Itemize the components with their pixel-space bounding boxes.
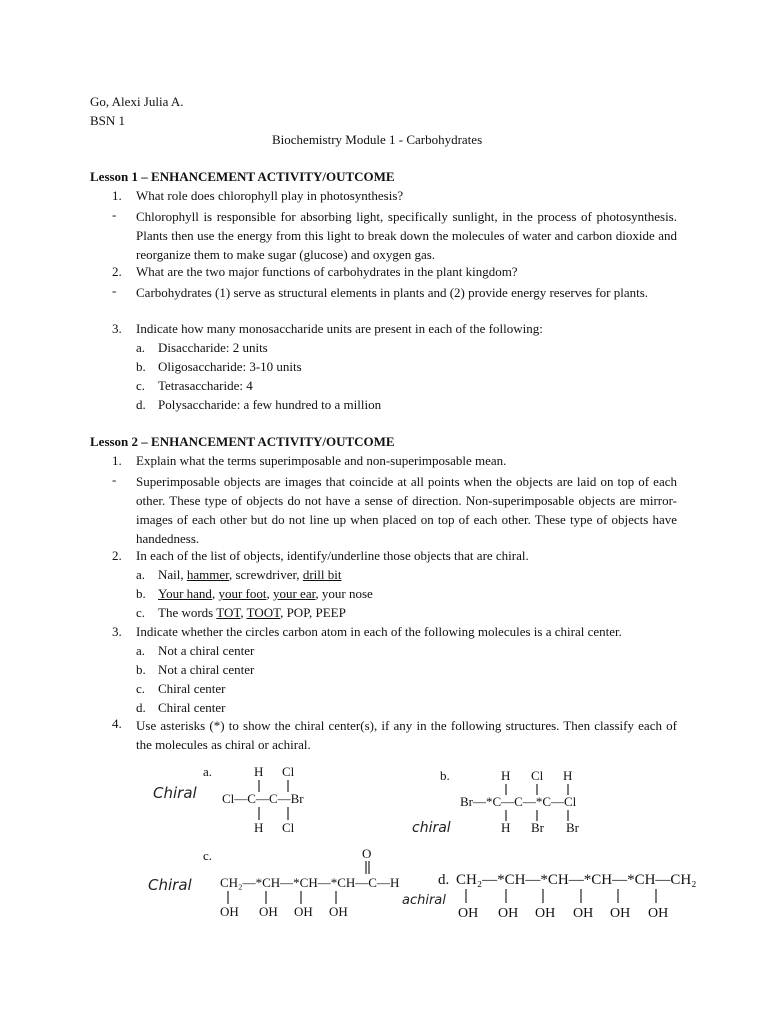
atom-label: H [254, 764, 264, 779]
handwritten-answer-a: Chiral [153, 784, 197, 802]
list-letter: c. [136, 605, 146, 620]
atom-label: Cl [282, 764, 295, 779]
lesson2-answer-1: Superimposable objects are images that coincide at all points when the objects are laid on top of each other. These type of objects do not have a sense of direction. Non-superimposable objects are mirror-images of each other but do not line up when placed on top of each other. These type of objects have handedness. [136, 474, 677, 546]
list-item: Tetrasaccharide: 4 [158, 378, 253, 393]
atom-label: OH [573, 906, 594, 921]
lesson2-question-2: In each of the list of objects, identify/underline those objects that are chiral. [136, 548, 529, 563]
underlined-object: your foot [218, 586, 267, 601]
atom-label: OH [294, 904, 313, 919]
handwritten-answer-d: achiral [402, 893, 446, 908]
lesson1-question-2: What are the two major functions of carbohydrates in the plant kingdom? [136, 264, 518, 279]
underlined-object: drill bit [302, 567, 342, 582]
list-letter: b. [136, 359, 146, 374]
atom-label: OH [498, 906, 519, 921]
lesson1-heading: Lesson 1 – ENHANCEMENT ACTIVITY/OUTCOME [90, 169, 395, 184]
atom-label: O [362, 846, 372, 861]
list-item: Not a chiral center [158, 643, 255, 658]
atom-label: OH [329, 904, 348, 919]
lesson1-question-1: What role does chlorophyll play in photosynthesis? [136, 188, 404, 203]
atom-label: H [563, 768, 573, 783]
object-text: Nail, [158, 567, 187, 582]
list-item: Polysaccharide: a few hundred to a million [158, 397, 382, 412]
object-text: , [211, 586, 219, 601]
object-text: , [266, 586, 273, 601]
underlined-object: Your hand [158, 586, 212, 601]
list-number: 1. [112, 453, 122, 468]
lesson1-answer-2: Carbohydrates (1) serve as structural elements in plants and (2) provide energy reserves for plants. [136, 285, 649, 300]
list-letter: a. [136, 567, 146, 582]
list-letter: c. [136, 378, 146, 393]
object-text: , [240, 605, 247, 620]
list-number: 2. [112, 548, 122, 563]
object-text: , your nose [315, 586, 373, 601]
atom-label: OH [259, 904, 278, 919]
lesson1-answer-1: Chlorophyll is responsible for absorbing light, specifically sunlight, in the process of photosynthesis. Plants then use the energy from this light to break down the molecules of water and carbon dioxide and reorganize them to make sugar (glucose) and oxygen gas. [136, 209, 677, 262]
object-text: , POP, PEEP [280, 605, 346, 620]
list-letter: d. [136, 700, 146, 715]
list-letter: a. [136, 340, 146, 355]
underlined-object: TOT [216, 605, 241, 620]
list-number: 3. [112, 624, 122, 639]
atom-label: H [501, 820, 511, 835]
atom-label: OH [535, 906, 556, 921]
list-item: Not a chiral center [158, 662, 255, 677]
list-letter: d. [136, 397, 146, 412]
list-number: 1. [112, 188, 122, 203]
list-letter: b. [136, 662, 146, 677]
handwritten-answer-b: chiral [412, 820, 451, 836]
structure-label-c: c. [203, 848, 213, 863]
list-letter: c. [136, 681, 146, 696]
list-item: Disaccharide: 2 units [158, 340, 268, 355]
atom-label: OH [648, 906, 669, 921]
atom-label: Br [566, 820, 579, 835]
structure-label-d: d. [438, 872, 450, 888]
document-title: Biochemistry Module 1 - Carbohydrates [272, 132, 483, 147]
course-label: BSN 1 [90, 113, 126, 128]
answer-dash: - [112, 207, 117, 222]
list-number: 4. [112, 716, 122, 731]
list-number: 3. [112, 321, 122, 336]
list-letter: b. [136, 586, 146, 601]
underlined-object: hammer [186, 567, 229, 582]
atom-label: CH₂—*CH—*CH—*CH—C—H [220, 875, 400, 890]
underlined-object: your ear [272, 586, 316, 601]
list-item: Chiral center [158, 700, 226, 715]
lesson2-question-1: Explain what the terms superimposable and non-superimposable mean. [136, 453, 507, 468]
handwritten-answer-c: Chiral [148, 876, 192, 894]
list-item: Chiral center [158, 681, 226, 696]
object-text: The words [158, 605, 217, 620]
lesson2-question-3: Indicate whether the circles carbon atom in each of the following molecules is a chiral center. [136, 624, 622, 639]
list-number: 2. [112, 264, 122, 279]
structure-label-a: a. [203, 764, 213, 779]
structure-label-b: b. [440, 768, 450, 783]
atom-label: Cl [282, 820, 295, 835]
atom-label: OH [610, 906, 631, 921]
atom-label: OH [458, 906, 479, 921]
lesson2-question-4: Use asterisks (*) to show the chiral center(s), if any in the following structures. Then classify each of the molecules as chiral or achiral. [136, 718, 677, 752]
atom-label: H [501, 768, 511, 783]
atom-label: Cl—C—C—Br [222, 791, 304, 806]
atom-label: CH₂—*CH—*CH—*CH—*CH—CH₂ [456, 872, 697, 888]
object-text: , screwdriver, [228, 567, 303, 582]
atom-label: OH [220, 904, 239, 919]
lesson2-heading: Lesson 2 – ENHANCEMENT ACTIVITY/OUTCOME [90, 434, 395, 449]
answer-dash: - [112, 283, 117, 298]
answer-dash: - [112, 472, 117, 487]
atom-label: Br [531, 820, 544, 835]
atom-label: Br—*C—C—*C—Cl [460, 794, 577, 809]
atom-label: Cl [531, 768, 544, 783]
list-item: Oligosaccharide: 3-10 units [158, 359, 302, 374]
student-name: Go, Alexi Julia A. [90, 94, 184, 109]
list-letter: a. [136, 643, 146, 658]
underlined-object: TOOT [246, 605, 281, 620]
lesson1-question-3: Indicate how many monosaccharide units are present in each of the following: [136, 321, 543, 336]
atom-label: H [254, 820, 264, 835]
